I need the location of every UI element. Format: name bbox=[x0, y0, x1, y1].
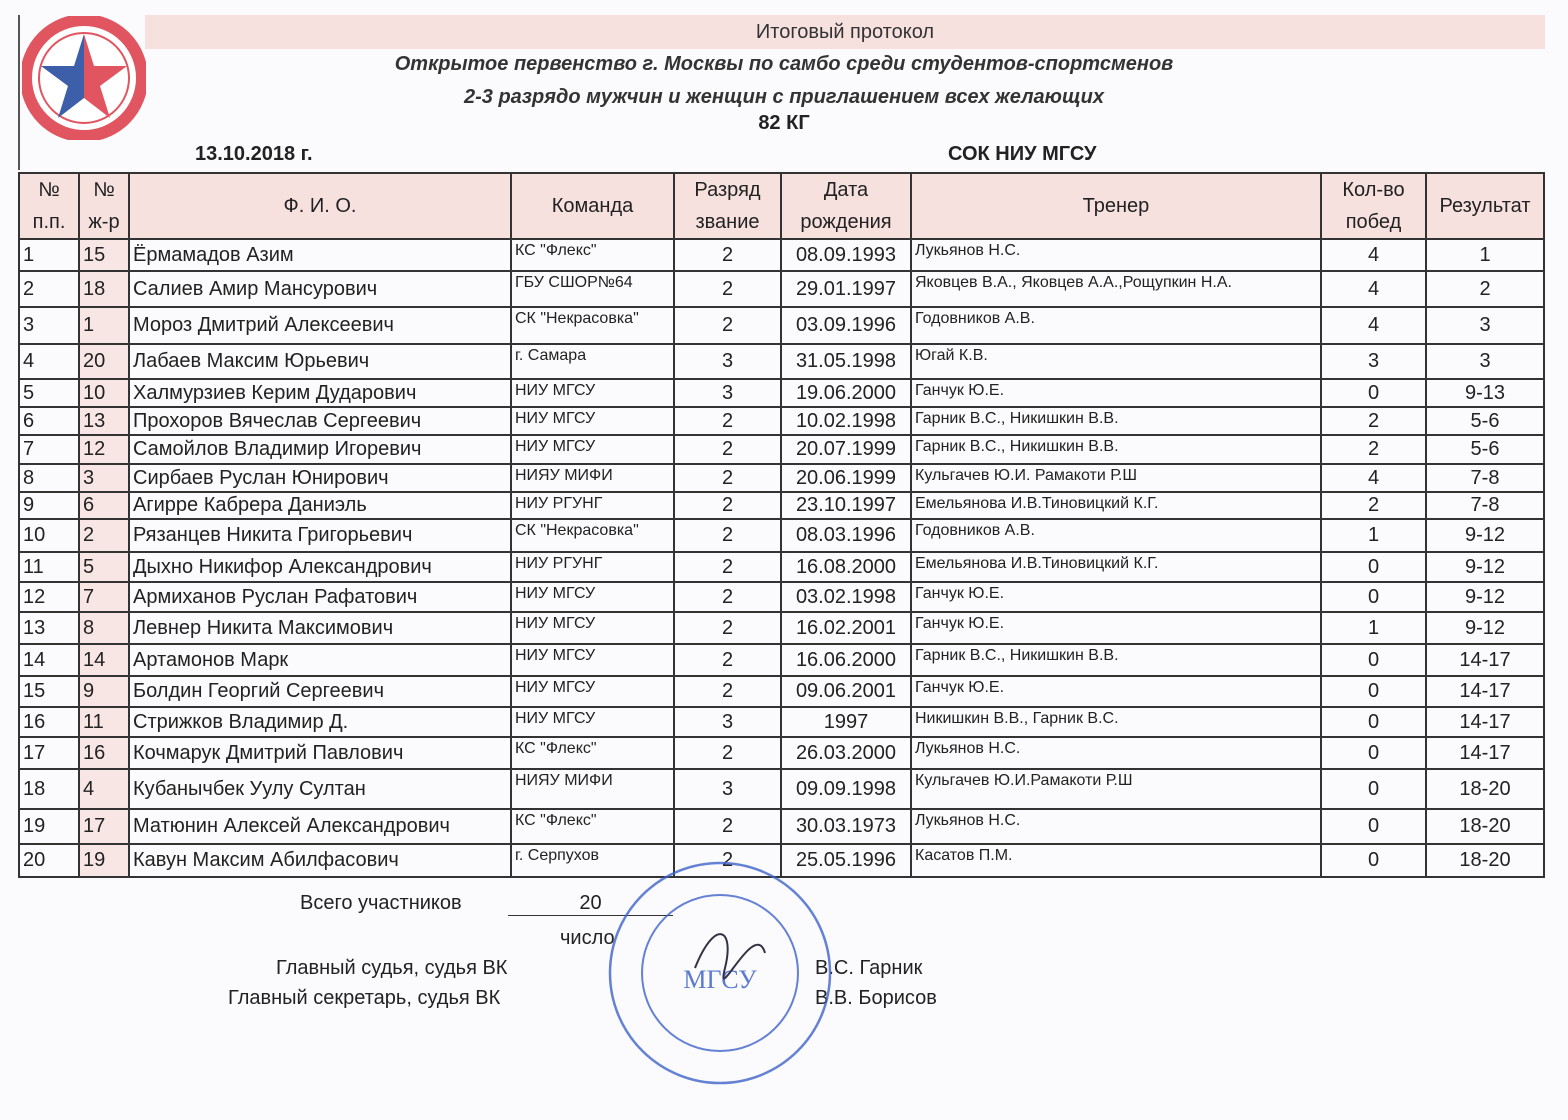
cell-col-pp: 14 bbox=[19, 644, 79, 676]
cell-col-draw: 7 bbox=[79, 582, 129, 612]
cell-col-rank: 3 bbox=[674, 707, 781, 737]
event-venue: СОК НИУ МГСУ bbox=[948, 143, 1097, 165]
cell-col-pp: 6 bbox=[19, 407, 79, 435]
cell-col-pp: 20 bbox=[19, 844, 79, 877]
cell-col-result: 2 bbox=[1426, 271, 1544, 307]
cell-col-birth: 20.06.1999 bbox=[781, 464, 911, 492]
cell-col-result: 9-12 bbox=[1426, 552, 1544, 582]
table-row bbox=[19, 612, 1544, 644]
cell-col-coach: Ганчук Ю.Е. bbox=[911, 379, 1321, 407]
cell-col-wins: 0 bbox=[1321, 844, 1426, 877]
header-col-birth: Дата рождения bbox=[781, 173, 911, 239]
cell-col-result: 14-17 bbox=[1426, 676, 1544, 707]
cell-col-pp: 1 bbox=[19, 239, 79, 271]
cell-col-wins: 0 bbox=[1321, 379, 1426, 407]
cell-col-draw: 8 bbox=[79, 612, 129, 644]
cell-col-name: Ёрмамадов Азим bbox=[129, 239, 511, 271]
table-row bbox=[19, 407, 1544, 435]
cell-col-team: НИУ МГСУ bbox=[511, 582, 674, 612]
document-title: Итоговый протокол bbox=[145, 15, 1545, 49]
cell-col-birth: 20.07.1999 bbox=[781, 435, 911, 464]
cell-col-birth: 19.06.2000 bbox=[781, 379, 911, 407]
cell-col-draw: 4 bbox=[79, 769, 129, 809]
cell-col-birth: 16.06.2000 bbox=[781, 644, 911, 676]
cell-col-coach: Гарник В.С., Никишкин В.В. bbox=[911, 407, 1321, 435]
cell-col-wins: 4 bbox=[1321, 271, 1426, 307]
cell-col-coach: Кульгачев Ю.И.Рамакоти Р.Ш bbox=[911, 769, 1321, 809]
cell-col-pp: 16 bbox=[19, 707, 79, 737]
cell-col-coach: Касатов П.М. bbox=[911, 844, 1321, 877]
cell-col-team: НИУ МГСУ bbox=[511, 407, 674, 435]
cell-col-draw: 19 bbox=[79, 844, 129, 877]
cell-col-team: НИУ МГСУ bbox=[511, 644, 674, 676]
table-row bbox=[19, 464, 1544, 492]
cell-col-result: 9-13 bbox=[1426, 379, 1544, 407]
cell-col-name: Лабаев Максим Юрьевич bbox=[129, 344, 511, 379]
cell-col-team: НИУ МГСУ bbox=[511, 379, 674, 407]
cell-col-wins: 0 bbox=[1321, 737, 1426, 769]
cell-col-rank: 2 bbox=[674, 737, 781, 769]
cell-col-birth: 08.09.1993 bbox=[781, 239, 911, 271]
cell-col-pp: 4 bbox=[19, 344, 79, 379]
cell-col-coach: Никишкин В.В., Гарник В.С. bbox=[911, 707, 1321, 737]
cell-col-name: Дыхно Никифор Александрович bbox=[129, 552, 511, 582]
cell-col-draw: 2 bbox=[79, 519, 129, 552]
header-col-draw: № ж-р bbox=[79, 173, 129, 239]
cell-col-rank: 3 bbox=[674, 769, 781, 809]
cell-col-wins: 2 bbox=[1321, 407, 1426, 435]
header-col-result: Результат bbox=[1426, 173, 1544, 239]
weight-category: 82 КГ bbox=[758, 112, 810, 134]
cell-col-name: Стрижков Владимир Д. bbox=[129, 707, 511, 737]
cell-col-draw: 9 bbox=[79, 676, 129, 707]
cell-col-name: Самойлов Владимир Игоревич bbox=[129, 435, 511, 464]
cell-col-name: Салиев Амир Мансурович bbox=[129, 271, 511, 307]
cell-col-rank: 2 bbox=[674, 582, 781, 612]
chief-secretary-name: В.В. Борисов bbox=[815, 987, 937, 1009]
cell-col-rank: 2 bbox=[674, 435, 781, 464]
cell-col-draw: 18 bbox=[79, 271, 129, 307]
cell-col-team: г. Самара bbox=[511, 344, 674, 379]
cell-col-wins: 1 bbox=[1321, 519, 1426, 552]
cell-col-result: 9-12 bbox=[1426, 519, 1544, 552]
cell-col-result: 14-17 bbox=[1426, 737, 1544, 769]
cell-col-birth: 1997 bbox=[781, 707, 911, 737]
cell-col-result: 14-17 bbox=[1426, 644, 1544, 676]
header-col-pp: № п.п. bbox=[19, 173, 79, 239]
cell-col-draw: 12 bbox=[79, 435, 129, 464]
cell-col-draw: 20 bbox=[79, 344, 129, 379]
table-row bbox=[19, 737, 1544, 769]
cell-col-pp: 10 bbox=[19, 519, 79, 552]
total-participants-value: 20 bbox=[508, 892, 673, 916]
header-col-team: Команда bbox=[511, 173, 674, 239]
cell-col-name: Агирре Кабрера Даниэль bbox=[129, 492, 511, 519]
cell-col-rank: 2 bbox=[674, 307, 781, 344]
cell-col-name: Сирбаев Руслан Юнирович bbox=[129, 464, 511, 492]
official-stamp bbox=[605, 858, 835, 1088]
cell-col-result: 9-12 bbox=[1426, 612, 1544, 644]
cell-col-team: НИУ МГСУ bbox=[511, 707, 674, 737]
cell-col-name: Халмурзиев Керим Дударович bbox=[129, 379, 511, 407]
cell-col-team: КС "Флекс" bbox=[511, 239, 674, 271]
cell-col-wins: 1 bbox=[1321, 612, 1426, 644]
table-row bbox=[19, 519, 1544, 552]
cell-col-team: НИУ МГСУ bbox=[511, 676, 674, 707]
cell-col-result: 9-12 bbox=[1426, 582, 1544, 612]
cell-col-birth: 30.03.1973 bbox=[781, 809, 911, 844]
cell-col-rank: 2 bbox=[674, 492, 781, 519]
cell-col-name: Кочмарук Дмитрий Павлович bbox=[129, 737, 511, 769]
cell-col-rank: 3 bbox=[674, 379, 781, 407]
cell-col-birth: 25.05.1996 bbox=[781, 844, 911, 877]
svg-text:МГСУ: МГСУ bbox=[683, 965, 757, 994]
header-col-name: Ф. И. О. bbox=[129, 173, 511, 239]
table-row bbox=[19, 769, 1544, 809]
header-col-rank: Разряд звание bbox=[674, 173, 781, 239]
cell-col-coach: Гарник В.С., Никишкин В.В. bbox=[911, 644, 1321, 676]
cell-col-draw: 13 bbox=[79, 407, 129, 435]
cell-col-wins: 4 bbox=[1321, 464, 1426, 492]
total-caption: число bbox=[560, 927, 615, 949]
cell-col-wins: 2 bbox=[1321, 435, 1426, 464]
table-row bbox=[19, 271, 1544, 307]
cell-col-result: 18-20 bbox=[1426, 769, 1544, 809]
cell-col-draw: 16 bbox=[79, 737, 129, 769]
event-subtitle: 2-3 разрядо мужчин и женщин с приглашением всех желающих bbox=[463, 86, 1105, 108]
cell-col-birth: 31.05.1998 bbox=[781, 344, 911, 379]
cell-col-team: НИУ РГУНГ bbox=[511, 552, 674, 582]
cell-col-name: Кубанычбек Уулу Султан bbox=[129, 769, 511, 809]
cell-col-name: Левнер Никита Максимович bbox=[129, 612, 511, 644]
cell-col-pp: 5 bbox=[19, 379, 79, 407]
table-row bbox=[19, 307, 1544, 344]
cell-col-pp: 3 bbox=[19, 307, 79, 344]
cell-col-coach: Лукьянов Н.С. bbox=[911, 809, 1321, 844]
cell-col-pp: 19 bbox=[19, 809, 79, 844]
cell-col-birth: 10.02.1998 bbox=[781, 407, 911, 435]
cell-col-draw: 6 bbox=[79, 492, 129, 519]
cell-col-wins: 3 bbox=[1321, 344, 1426, 379]
cell-col-rank: 3 bbox=[674, 344, 781, 379]
cell-col-team: СК "Некрасовка" bbox=[511, 519, 674, 552]
cell-col-coach: Кульгачев Ю.И. Рамакоти Р.Ш bbox=[911, 464, 1321, 492]
cell-col-draw: 3 bbox=[79, 464, 129, 492]
cell-col-pp: 18 bbox=[19, 769, 79, 809]
cell-col-team: г. Серпухов bbox=[511, 844, 674, 877]
cell-col-name: Прохоров Вячеслав Сергеевич bbox=[129, 407, 511, 435]
event-date: 13.10.2018 г. bbox=[195, 143, 313, 165]
table-row bbox=[19, 809, 1544, 844]
cell-col-pp: 7 bbox=[19, 435, 79, 464]
cell-col-coach: Емельянова И.В.Тиновицкий К.Г. bbox=[911, 552, 1321, 582]
cell-col-coach: Ганчук Ю.Е. bbox=[911, 676, 1321, 707]
cell-col-wins: 2 bbox=[1321, 492, 1426, 519]
cell-col-wins: 0 bbox=[1321, 707, 1426, 737]
header-col-wins: Кол-во побед bbox=[1321, 173, 1426, 239]
cell-col-rank: 2 bbox=[674, 844, 781, 877]
chief-judge-name: В.С. Гарник bbox=[815, 957, 923, 979]
cell-col-result: 18-20 bbox=[1426, 844, 1544, 877]
cell-col-wins: 4 bbox=[1321, 307, 1426, 344]
cell-col-result: 5-6 bbox=[1426, 407, 1544, 435]
cell-col-team: КС "Флекс" bbox=[511, 737, 674, 769]
cell-col-team: НИУ РГУНГ bbox=[511, 492, 674, 519]
cell-col-rank: 2 bbox=[674, 552, 781, 582]
cell-col-team: НИЯУ МИФИ bbox=[511, 464, 674, 492]
cell-col-birth: 08.03.1996 bbox=[781, 519, 911, 552]
cell-col-pp: 11 bbox=[19, 552, 79, 582]
cell-col-result: 3 bbox=[1426, 307, 1544, 344]
cell-col-result: 14-17 bbox=[1426, 707, 1544, 737]
cell-col-result: 3 bbox=[1426, 344, 1544, 379]
cell-col-draw: 5 bbox=[79, 552, 129, 582]
cell-col-result: 1 bbox=[1426, 239, 1544, 271]
cell-col-rank: 2 bbox=[674, 676, 781, 707]
cell-col-coach: Ганчук Ю.Е. bbox=[911, 612, 1321, 644]
cell-col-draw: 17 bbox=[79, 809, 129, 844]
cell-col-rank: 2 bbox=[674, 271, 781, 307]
cell-col-pp: 8 bbox=[19, 464, 79, 492]
cell-col-coach: Годовников А.В. bbox=[911, 307, 1321, 344]
table-row bbox=[19, 707, 1544, 737]
cell-col-result: 5-6 bbox=[1426, 435, 1544, 464]
cell-col-coach: Емельянова И.В.Тиновицкий К.Г. bbox=[911, 492, 1321, 519]
cell-col-name: Армиханов Руслан Рафатович bbox=[129, 582, 511, 612]
cell-col-pp: 13 bbox=[19, 612, 79, 644]
chief-judge-label: Главный судья, судья ВК bbox=[276, 957, 508, 979]
cell-col-wins: 0 bbox=[1321, 552, 1426, 582]
cell-col-wins: 0 bbox=[1321, 644, 1426, 676]
cell-col-pp: 17 bbox=[19, 737, 79, 769]
cell-col-rank: 2 bbox=[674, 464, 781, 492]
cell-col-draw: 15 bbox=[79, 239, 129, 271]
cell-col-coach: Годовников А.В. bbox=[911, 519, 1321, 552]
cell-col-name: Рязанцев Никита Григорьевич bbox=[129, 519, 511, 552]
cell-col-birth: 09.09.1998 bbox=[781, 769, 911, 809]
table-row bbox=[19, 379, 1544, 407]
cell-col-birth: 29.01.1997 bbox=[781, 271, 911, 307]
total-participants-label: Всего участников bbox=[300, 892, 462, 914]
cell-col-rank: 2 bbox=[674, 612, 781, 644]
table-row bbox=[19, 552, 1544, 582]
table-row bbox=[19, 676, 1544, 707]
cell-col-wins: 0 bbox=[1321, 769, 1426, 809]
cell-col-coach: Лукьянов Н.С. bbox=[911, 239, 1321, 271]
cell-col-birth: 03.02.1998 bbox=[781, 582, 911, 612]
cell-col-birth: 16.08.2000 bbox=[781, 552, 911, 582]
cell-col-team: НИУ МГСУ bbox=[511, 435, 674, 464]
cell-col-name: Матюнин Алексей Александрович bbox=[129, 809, 511, 844]
cell-col-rank: 2 bbox=[674, 407, 781, 435]
event-title: Открытое первенство г. Москвы по самбо среди студентов-спортсменов bbox=[394, 53, 1174, 75]
table-row bbox=[19, 435, 1544, 464]
cell-col-pp: 15 bbox=[19, 676, 79, 707]
table-row bbox=[19, 239, 1544, 271]
cell-col-birth: 09.06.2001 bbox=[781, 676, 911, 707]
table-row bbox=[19, 344, 1544, 379]
chief-secretary-label: Главный секретарь, судья ВК bbox=[228, 987, 501, 1009]
cell-col-team: НИЯУ МИФИ bbox=[511, 769, 674, 809]
cell-col-rank: 2 bbox=[674, 644, 781, 676]
cell-col-draw: 10 bbox=[79, 379, 129, 407]
cell-col-wins: 0 bbox=[1321, 809, 1426, 844]
cell-col-coach: Яковцев В.А., Яковцев А.А.,Рощупкин Н.А. bbox=[911, 271, 1321, 307]
cell-col-draw: 1 bbox=[79, 307, 129, 344]
cell-col-team: КС "Флекс" bbox=[511, 809, 674, 844]
cell-col-coach: Лукьянов Н.С. bbox=[911, 737, 1321, 769]
cell-col-wins: 0 bbox=[1321, 582, 1426, 612]
table-row bbox=[19, 492, 1544, 519]
cell-col-birth: 16.02.2001 bbox=[781, 612, 911, 644]
cell-col-wins: 4 bbox=[1321, 239, 1426, 271]
cell-col-birth: 23.10.1997 bbox=[781, 492, 911, 519]
cell-col-name: Артамонов Марк bbox=[129, 644, 511, 676]
cell-col-team: НИУ МГСУ bbox=[511, 612, 674, 644]
cell-col-pp: 12 bbox=[19, 582, 79, 612]
table-row bbox=[19, 582, 1544, 612]
table-row bbox=[19, 644, 1544, 676]
cell-col-rank: 2 bbox=[674, 519, 781, 552]
cell-col-coach: Ганчук Ю.Е. bbox=[911, 582, 1321, 612]
cell-col-result: 7-8 bbox=[1426, 492, 1544, 519]
cell-col-result: 18-20 bbox=[1426, 809, 1544, 844]
cell-col-rank: 2 bbox=[674, 239, 781, 271]
cell-col-draw: 11 bbox=[79, 707, 129, 737]
cell-col-result: 7-8 bbox=[1426, 464, 1544, 492]
cell-col-birth: 03.09.1996 bbox=[781, 307, 911, 344]
cell-col-team: СК "Некрасовка" bbox=[511, 307, 674, 344]
cell-col-birth: 26.03.2000 bbox=[781, 737, 911, 769]
header-col-coach: Тренер bbox=[911, 173, 1321, 239]
cell-col-coach: Югай К.В. bbox=[911, 344, 1321, 379]
cell-col-pp: 9 bbox=[19, 492, 79, 519]
cell-col-wins: 0 bbox=[1321, 676, 1426, 707]
cell-col-name: Мороз Дмитрий Алексеевич bbox=[129, 307, 511, 344]
cell-col-pp: 2 bbox=[19, 271, 79, 307]
cell-col-name: Кавун Максим Абилфасович bbox=[129, 844, 511, 877]
cell-col-rank: 2 bbox=[674, 809, 781, 844]
cell-col-name: Болдин Георгий Сергеевич bbox=[129, 676, 511, 707]
cell-col-team: ГБУ СШОР№64 bbox=[511, 271, 674, 307]
cell-col-draw: 14 bbox=[79, 644, 129, 676]
results-table bbox=[18, 172, 1545, 878]
cell-col-coach: Гарник В.С., Никишкин В.В. bbox=[911, 435, 1321, 464]
